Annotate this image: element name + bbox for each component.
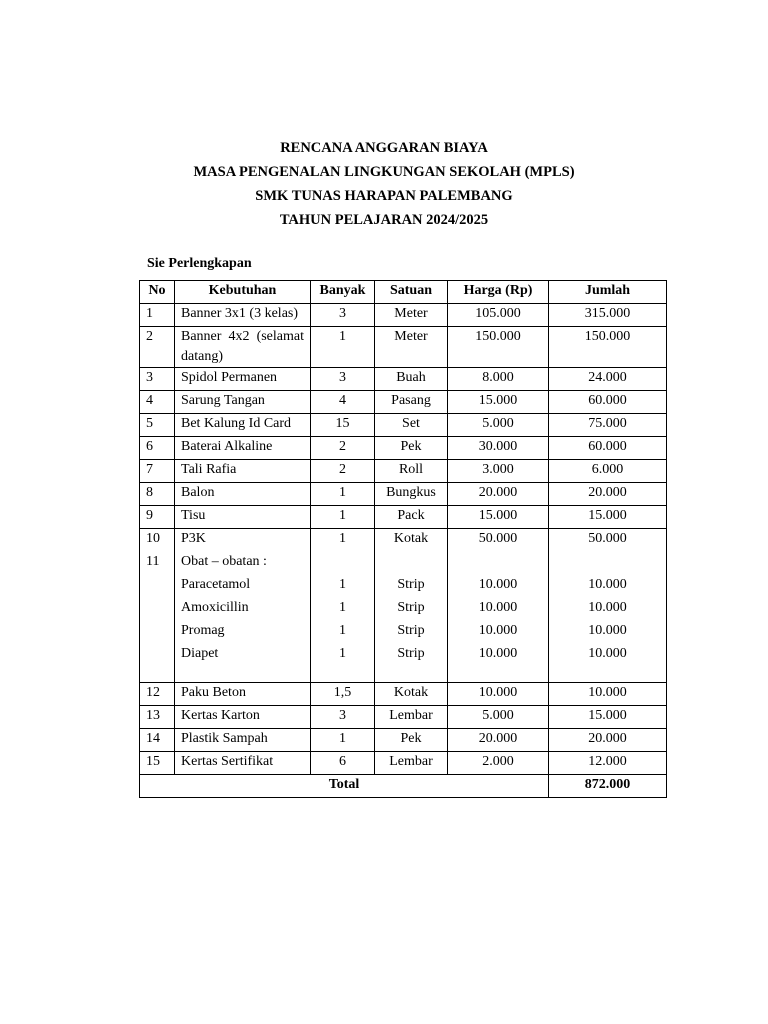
group-banyak-line: 1 (339, 531, 346, 546)
cell-no: 7 (140, 460, 175, 483)
total-label: Total (140, 775, 549, 798)
group-banyak-line (317, 552, 368, 575)
cell-no: 9 (140, 506, 175, 529)
cell-kebutuhan: Tisu (175, 506, 311, 529)
cell-jumlah: 20.000 (549, 729, 667, 752)
table-row (140, 437, 667, 460)
cell-jumlah: 75.000 (549, 414, 667, 437)
total-row (140, 775, 667, 798)
group-no-line: 11 (146, 554, 160, 569)
cell-jumlah: 20.000 (549, 483, 667, 506)
group-satuan-line (381, 552, 441, 575)
cell-kebutuhan: Banner 4x2 (selamat datang) (175, 327, 311, 368)
table-row (140, 304, 667, 327)
cell-satuan: Kotak (375, 683, 448, 706)
group-item-line: Promag (181, 623, 225, 638)
group-item-line: Amoxicillin (181, 600, 249, 615)
cell-satuan: Set (375, 414, 448, 437)
cell-jumlah: 60.000 (549, 391, 667, 414)
cell-kebutuhan: Spidol Permanen (175, 368, 311, 391)
title-line-3: SMK TUNAS HARAPAN PALEMBANG (255, 188, 513, 204)
group-satuan-line: Kotak (393, 531, 429, 546)
cell-kebutuhan: Banner 3x1 (3 kelas) (175, 304, 311, 327)
group-harga-line: 10.000 (478, 646, 518, 661)
header-kebutuhan: Kebutuhan (175, 281, 311, 304)
group-jumlah-line (555, 552, 660, 575)
cell-harga: 20.000 (448, 729, 549, 752)
cell-satuan: Lembar (375, 752, 448, 775)
cell-banyak: 6 (311, 752, 375, 775)
cell-banyak: 4 (311, 391, 375, 414)
cell-banyak: 15 (311, 414, 375, 437)
cell-banyak: 1,5 (311, 683, 375, 706)
cell-kebutuhan: Plastik Sampah (175, 729, 311, 752)
cell-no: 1 (140, 304, 175, 327)
cell-kebutuhan: Bet Kalung Id Card (175, 414, 311, 437)
cell-no: 5 (140, 414, 175, 437)
cell-harga: 15.000 (448, 391, 549, 414)
cell-kebutuhan: Kertas Karton (175, 706, 311, 729)
cell-kebutuhan: Kertas Sertifikat (175, 752, 311, 775)
cell-jumlah: 315.000 (549, 304, 667, 327)
cell-kebutuhan: Tali Rafia (175, 460, 311, 483)
cell-harga: 150.000 (448, 327, 549, 368)
cell-banyak: 3 (311, 368, 375, 391)
cell-no: 6 (140, 437, 175, 460)
group-harga-line: 10.000 (478, 600, 518, 615)
cell-banyak: 3 (311, 304, 375, 327)
cell-harga: 15.000 (448, 506, 549, 529)
table-row (140, 460, 667, 483)
cell-satuan: Pack (375, 506, 448, 529)
cell-kebutuhan: Sarung Tangan (175, 391, 311, 414)
group-item-line: Paracetamol (181, 577, 251, 592)
group-item-line: Diapet (181, 646, 219, 661)
cell-banyak (311, 529, 375, 683)
cell-harga: 5.000 (448, 706, 549, 729)
cell-banyak: 1 (311, 729, 375, 752)
cell-harga: 2.000 (448, 752, 549, 775)
cell-kebutuhan: Balon (175, 483, 311, 506)
cell-banyak: 1 (311, 483, 375, 506)
cell-jumlah: 6.000 (549, 460, 667, 483)
group-harga-line: 50.000 (478, 531, 518, 546)
cell-satuan: Pasang (375, 391, 448, 414)
cell-kebutuhan (175, 529, 311, 683)
group-jumlah-line: 10.000 (588, 646, 627, 661)
cell-no: 14 (140, 729, 175, 752)
header-row (140, 281, 667, 304)
cell-no: 2 (140, 327, 175, 368)
cell-jumlah: 10.000 (549, 683, 667, 706)
group-satuan-line: Strip (397, 577, 425, 592)
cell-banyak: 2 (311, 437, 375, 460)
group-jumlah-line: 10.000 (588, 623, 627, 638)
cell-satuan: Meter (375, 327, 448, 368)
group-satuan-line: Strip (397, 646, 425, 661)
cell-banyak: 1 (311, 506, 375, 529)
cell-no: 12 (140, 683, 175, 706)
title-line-4: TAHUN PELAJARAN 2024/2025 (279, 212, 489, 228)
table-row-group-p3k-obat (140, 529, 667, 683)
cell-satuan (375, 529, 448, 683)
cell-no: 8 (140, 483, 175, 506)
cell-satuan: Meter (375, 304, 448, 327)
cell-jumlah: 60.000 (549, 437, 667, 460)
cell-harga: 30.000 (448, 437, 549, 460)
table-row (140, 327, 667, 368)
group-jumlah-line: 10.000 (588, 600, 627, 615)
group-banyak-line: 1 (339, 600, 346, 615)
cell-jumlah: 150.000 (549, 327, 667, 368)
cell-harga: 10.000 (448, 683, 549, 706)
group-banyak-line: 1 (339, 623, 346, 638)
cell-banyak: 2 (311, 460, 375, 483)
section-label: Sie Perlengkapan (147, 256, 252, 271)
group-item-line: Obat – obatan : (181, 554, 267, 569)
group-no-line: 10 (146, 531, 160, 546)
cell-jumlah: 12.000 (549, 752, 667, 775)
group-item-line: P3K (181, 531, 206, 546)
header-satuan: Satuan (375, 281, 448, 304)
table-row (140, 683, 667, 706)
cell-jumlah (549, 529, 667, 683)
cell-satuan: Pek (375, 729, 448, 752)
group-satuan-line: Strip (397, 623, 425, 638)
cell-satuan: Pek (375, 437, 448, 460)
group-satuan-line: Strip (397, 600, 425, 615)
cell-satuan: Roll (375, 460, 448, 483)
budget-table (139, 280, 667, 798)
table-row (140, 729, 667, 752)
cell-banyak: 3 (311, 706, 375, 729)
table-row (140, 368, 667, 391)
group-banyak-line: 1 (339, 577, 346, 592)
group-harga-line: 10.000 (478, 623, 518, 638)
cell-jumlah: 15.000 (549, 706, 667, 729)
table-row (140, 752, 667, 775)
header-banyak: Banyak (311, 281, 375, 304)
table-row (140, 506, 667, 529)
table-row (140, 391, 667, 414)
cell-no: 3 (140, 368, 175, 391)
header-harga: Harga (Rp) (448, 281, 549, 304)
group-harga-line: 10.000 (478, 577, 518, 592)
header-jumlah: Jumlah (549, 281, 667, 304)
table-row (140, 414, 667, 437)
cell-no: 4 (140, 391, 175, 414)
table-row (140, 483, 667, 506)
cell-harga: 5.000 (448, 414, 549, 437)
document-title (0, 136, 768, 232)
title-line-2: MASA PENGENALAN LINGKUNGAN SEKOLAH (MPLS) (193, 164, 575, 180)
cell-harga (448, 529, 549, 683)
group-jumlah-line: 10.000 (588, 577, 627, 592)
cell-jumlah: 15.000 (549, 506, 667, 529)
cell-harga: 3.000 (448, 460, 549, 483)
cell-no: 15 (140, 752, 175, 775)
cell-no: 13 (140, 706, 175, 729)
cell-banyak: 1 (311, 327, 375, 368)
cell-harga: 105.000 (448, 304, 549, 327)
table-row (140, 706, 667, 729)
group-banyak-line: 1 (339, 646, 346, 661)
cell-satuan: Buah (375, 368, 448, 391)
group-jumlah-line: 50.000 (588, 531, 627, 546)
cell-harga: 8.000 (448, 368, 549, 391)
header-no: No (140, 281, 175, 304)
cell-satuan: Lembar (375, 706, 448, 729)
cell-jumlah: 24.000 (549, 368, 667, 391)
total-value: 872.000 (549, 775, 667, 798)
cell-harga: 20.000 (448, 483, 549, 506)
title-line-1: RENCANA ANGGARAN BIAYA (280, 140, 488, 156)
cell-no (140, 529, 175, 683)
cell-kebutuhan: Paku Beton (175, 683, 311, 706)
group-harga-line (454, 552, 542, 575)
cell-satuan: Bungkus (375, 483, 448, 506)
cell-kebutuhan: Baterai Alkaline (175, 437, 311, 460)
